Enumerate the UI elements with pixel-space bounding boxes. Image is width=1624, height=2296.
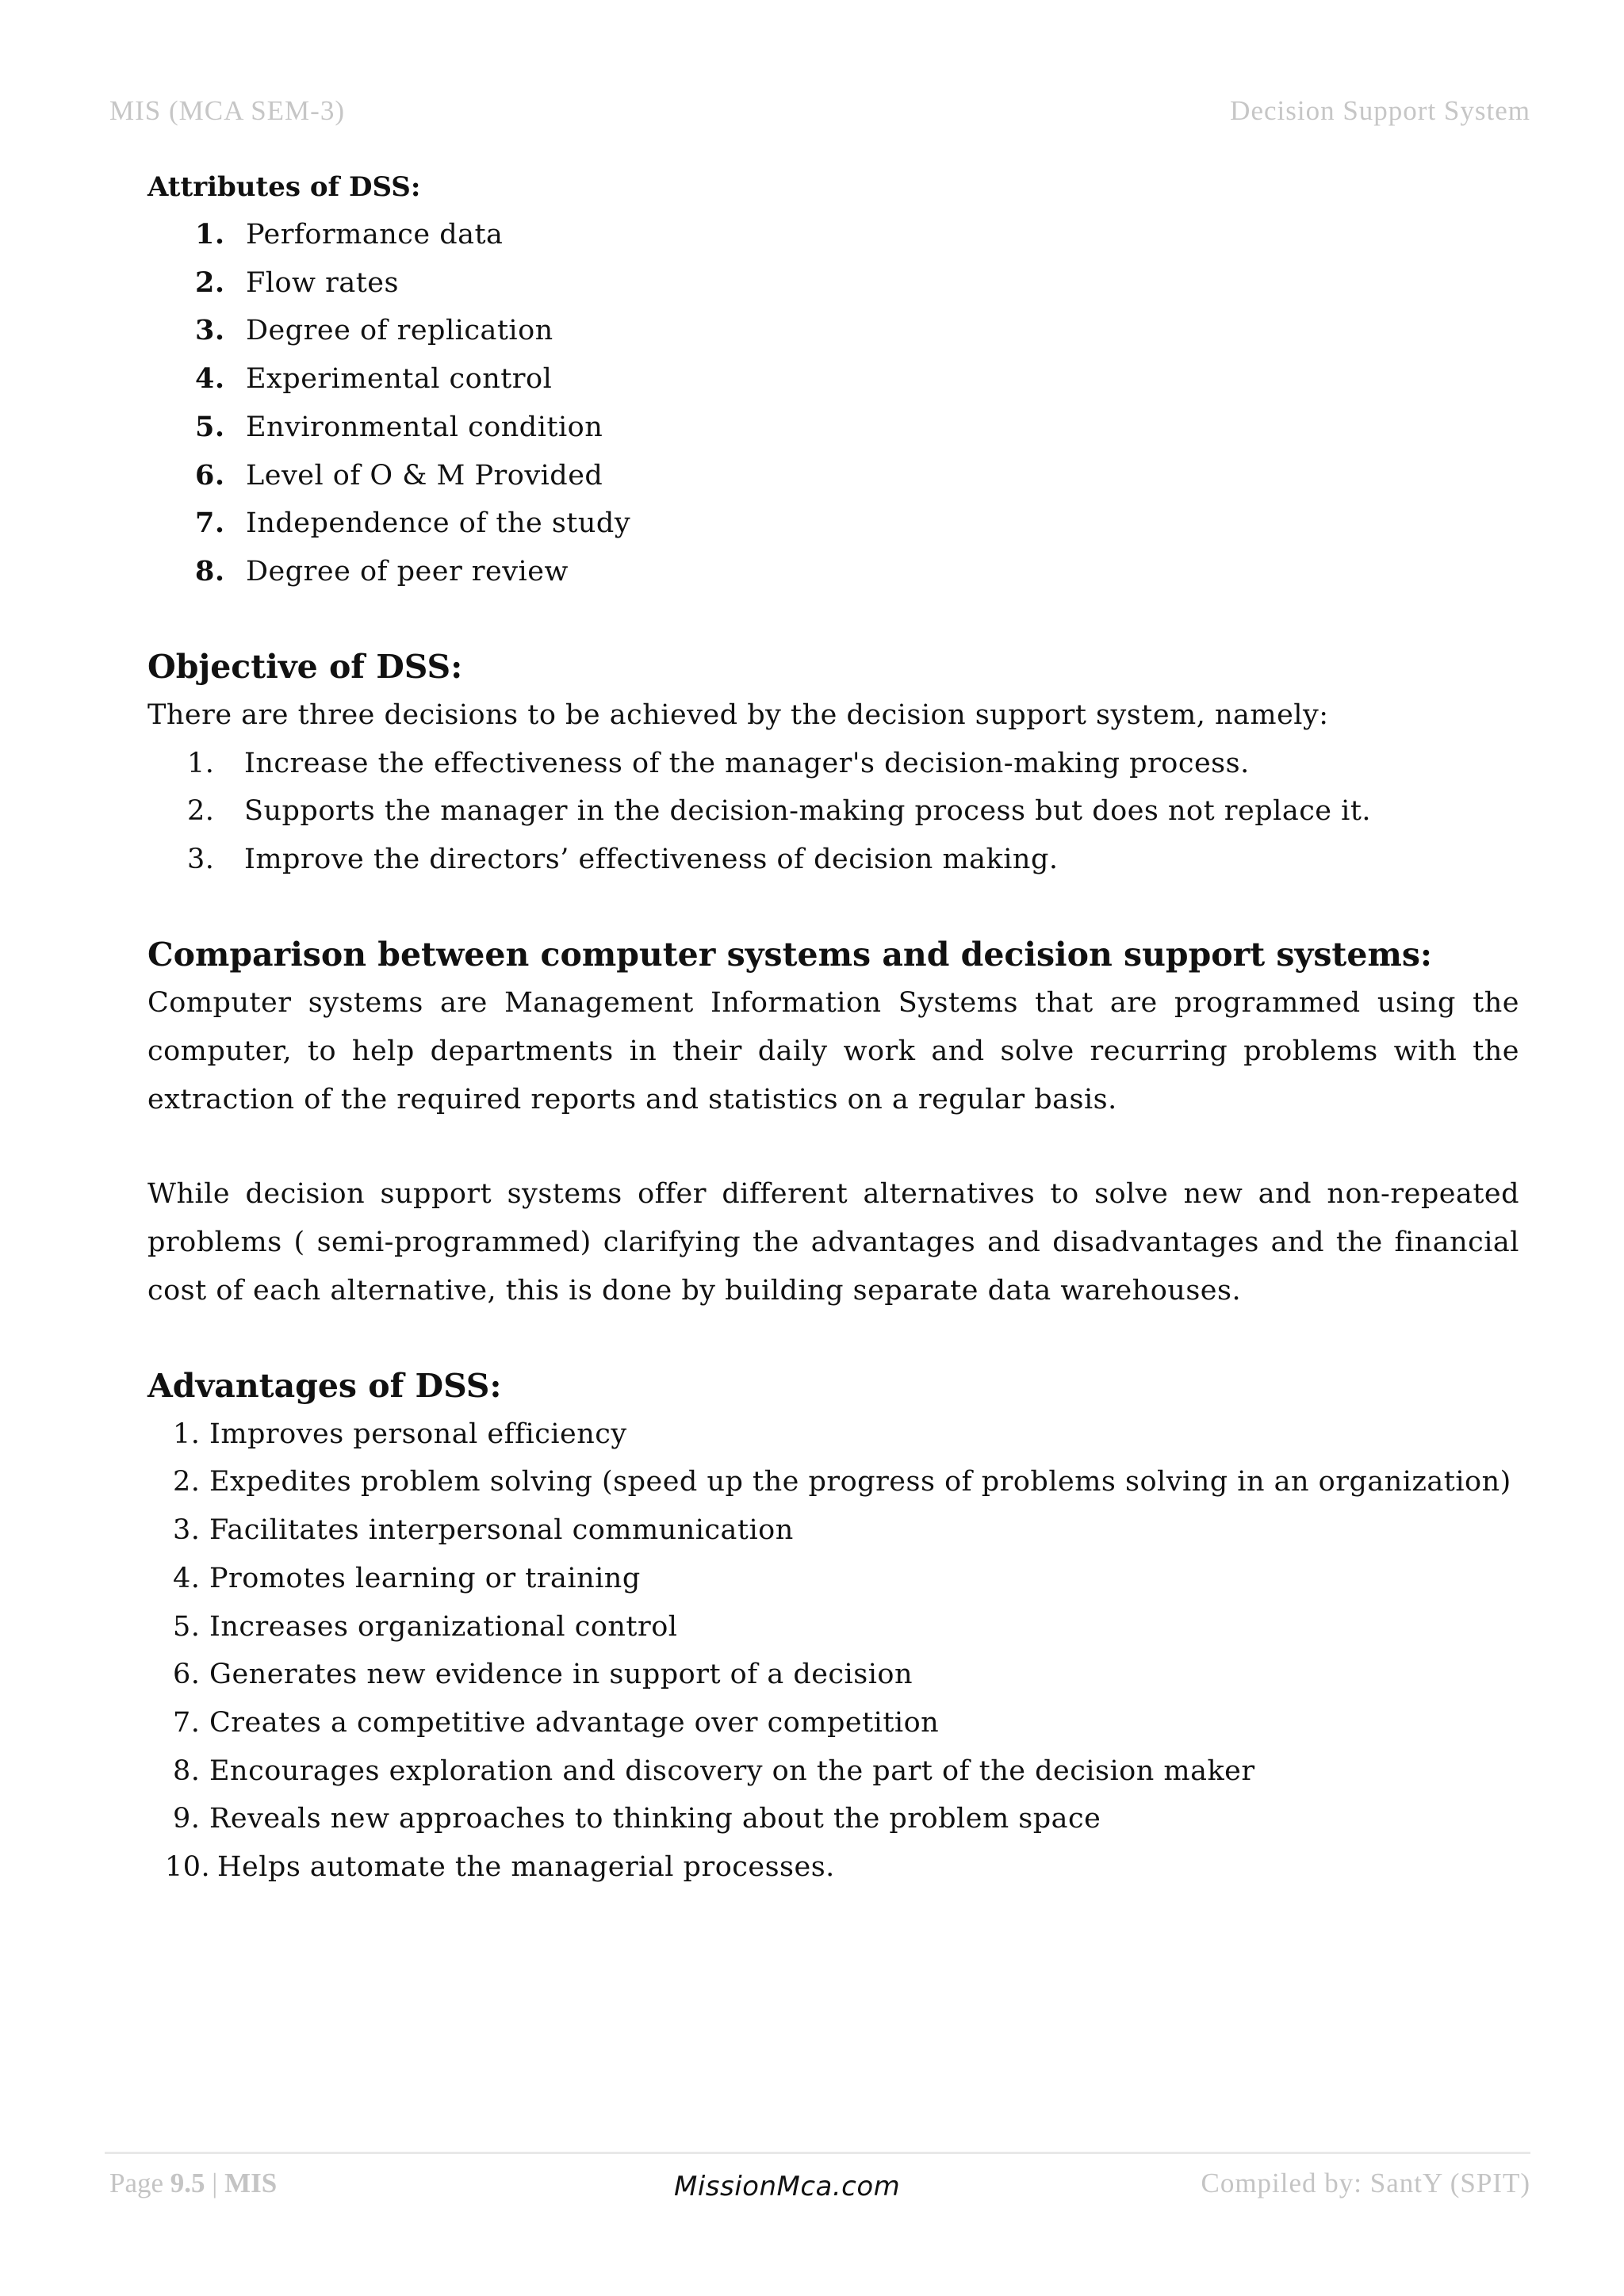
- list-item: [147, 787, 1519, 836]
- list-item: [147, 1699, 1519, 1747]
- objective-list: [147, 740, 1519, 884]
- header-topic: Decision Support System: [1230, 95, 1530, 126]
- list-item: [147, 1555, 1519, 1603]
- list-number: 2.: [195, 266, 225, 299]
- advantages-heading: Advantages of DSS:: [147, 1366, 502, 1405]
- list-number: 5.: [195, 410, 225, 443]
- list-item: [147, 1651, 1519, 1699]
- list-number: 6.: [195, 458, 225, 492]
- list-item: [147, 548, 1519, 596]
- page-content: [147, 163, 1519, 1892]
- list-item: [147, 259, 1519, 308]
- footer-page-info: [109, 2168, 277, 2199]
- list-number: 7.: [195, 507, 225, 540]
- footer-credit: Compiled by: SantY (SPIT): [1201, 2168, 1530, 2198]
- comparison-paragraph-2: While decision support systems offer different alternatives to solve new and non-repeated problems ( semi-programmed) clarifying the advantages and disadvantages and the financial cost of each alternative, this is done by building separate data warehouses.: [147, 1177, 1519, 1307]
- list-item: [147, 404, 1519, 452]
- list-item: [147, 211, 1519, 259]
- list-number: 9.: [173, 1803, 201, 1835]
- list-item: [147, 1458, 1519, 1506]
- attributes-list: [147, 211, 1519, 596]
- list-number: 10.: [165, 1851, 211, 1884]
- list-text: Level of O & M Provided: [246, 459, 603, 492]
- objective-heading: Objective of DSS:: [147, 647, 463, 686]
- advantages-list: [147, 1410, 1519, 1892]
- page-subject: MIS: [224, 2168, 278, 2198]
- list-item: [147, 1795, 1519, 1843]
- list-text: Expedites problem solving (speed up the progress of problems solving in an organization): [209, 1466, 1511, 1498]
- list-number: 1.: [187, 747, 215, 779]
- list-number: 4.: [173, 1562, 201, 1594]
- list-item: [147, 1410, 1519, 1459]
- attributes-title: Attributes of DSS:: [147, 171, 421, 203]
- list-text: Independence of the study: [246, 507, 631, 540]
- list-item: [147, 1843, 1519, 1892]
- list-number: 7.: [173, 1706, 201, 1739]
- footer-divider: [105, 2152, 1530, 2154]
- list-number: 1.: [173, 1418, 201, 1450]
- list-item: [147, 1603, 1519, 1651]
- list-number: 6.: [173, 1659, 201, 1691]
- list-text: Improve the directors’ effectiveness of decision making.: [244, 844, 1059, 876]
- page-prefix: Page: [109, 2168, 170, 2198]
- list-number: 1.: [195, 218, 225, 251]
- list-number: 5.: [173, 1610, 201, 1643]
- list-text: Degree of replication: [246, 315, 553, 347]
- list-item: [147, 355, 1519, 404]
- page-separator: |: [205, 2168, 225, 2198]
- list-number: 8.: [173, 1755, 201, 1787]
- list-text: Helps automate the managerial processes.: [217, 1851, 835, 1884]
- list-text: Generates new evidence in support of a decision: [209, 1659, 913, 1691]
- site-logo: MissionMca.com: [674, 2171, 901, 2202]
- list-text: Facilitates interpersonal communication: [209, 1514, 794, 1547]
- list-text: Increases organizational control: [209, 1610, 678, 1643]
- list-text: Improves personal efficiency: [209, 1418, 627, 1450]
- list-number: 3.: [187, 844, 215, 876]
- list-text: Environmental condition: [246, 411, 603, 443]
- list-item: [147, 1506, 1519, 1555]
- list-item: [147, 307, 1519, 355]
- page-number: 9.5: [170, 2168, 205, 2198]
- list-text: Reveals new approaches to thinking about the problem space: [209, 1803, 1101, 1835]
- list-number: 2.: [173, 1466, 201, 1498]
- list-number: 3.: [195, 314, 225, 347]
- header-course: MIS (MCA SEM-3): [109, 95, 345, 126]
- list-text: Degree of peer review: [246, 555, 569, 587]
- list-text: Experimental control: [246, 363, 553, 396]
- list-text: Performance data: [246, 219, 504, 251]
- list-text: Encourages exploration and discovery on the part of the decision maker: [209, 1755, 1255, 1787]
- list-number: 8.: [195, 554, 225, 587]
- list-item: [147, 499, 1519, 548]
- list-text: Promotes learning or training: [209, 1562, 641, 1594]
- list-text: Increase the effectiveness of the manager's decision-making process.: [244, 747, 1250, 779]
- list-text: Flow rates: [246, 266, 399, 299]
- list-text: Creates a competitive advantage over competition: [209, 1706, 940, 1739]
- list-item: [147, 1747, 1519, 1796]
- list-item: [147, 740, 1519, 788]
- list-item: [147, 836, 1519, 884]
- comparison-heading: Comparison between computer systems and decision support systems:: [147, 935, 1433, 974]
- comparison-paragraph-1: Computer systems are Management Information Systems that are programmed using the computer, to help departments in their daily work and solve recurring problems with the extraction of the required reports and statistics on a regular basis.: [147, 986, 1519, 1115]
- list-number: 3.: [173, 1514, 201, 1547]
- list-number: 4.: [195, 362, 225, 396]
- objective-intro: There are three decisions to be achieved by the decision support system, namely:: [147, 698, 1329, 731]
- list-item: [147, 452, 1519, 500]
- list-number: 2.: [187, 795, 215, 828]
- list-text: Supports the manager in the decision-making process but does not replace it.: [244, 795, 1372, 828]
